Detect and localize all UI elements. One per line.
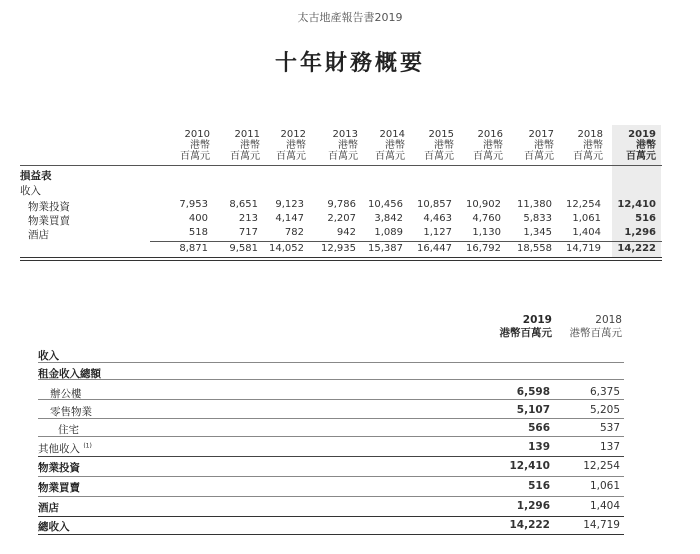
row-label: 住宅 xyxy=(58,424,79,436)
total-rule-1 xyxy=(20,257,662,258)
divider xyxy=(38,399,624,400)
cell: 18,558 xyxy=(517,243,552,254)
divider xyxy=(38,476,624,477)
value-2018: 1,404 xyxy=(589,500,620,512)
divider xyxy=(38,362,624,363)
cell: 10,902 xyxy=(466,199,501,210)
cell: 7,953 xyxy=(179,199,208,210)
cell: 782 xyxy=(284,227,304,238)
cell: 4,760 xyxy=(472,213,501,224)
year-header-2017: 2017 港幣 百萬元 xyxy=(524,129,554,162)
divider xyxy=(38,456,624,457)
cell: 213 xyxy=(238,213,258,224)
divider xyxy=(38,418,624,419)
year-header-2019: 2019 港幣 百萬元 xyxy=(626,129,656,162)
year-header-2014: 2014 港幣 百萬元 xyxy=(375,129,405,162)
row-label: 物業投資 xyxy=(28,201,70,213)
cell: 14,052 xyxy=(269,243,304,254)
divider xyxy=(38,436,624,437)
cell: 14,719 xyxy=(566,243,601,254)
subsection-revenue: 收入 xyxy=(20,185,41,197)
cell: 1,061 xyxy=(572,213,601,224)
cell: 9,123 xyxy=(275,199,304,210)
year-header-2018: 2018 港幣 百萬元 xyxy=(573,129,603,162)
cell: 12,935 xyxy=(321,243,356,254)
cell: 11,380 xyxy=(517,199,552,210)
value-2019: 12,410 xyxy=(509,460,550,472)
cell: 8,871 xyxy=(179,243,208,254)
cell: 518 xyxy=(188,227,208,238)
total-rule-2 xyxy=(20,260,662,261)
divider xyxy=(38,379,624,380)
row-label: 其他收入 $^{(1)}$ xyxy=(38,442,92,455)
report-header: 太古地產報告書2019 xyxy=(297,11,403,24)
value-2019: 14,222 xyxy=(509,519,550,531)
cell: 9,786 xyxy=(327,199,356,210)
value-2019: 1,296 xyxy=(516,500,550,512)
column-header-2019: 2019 港幣百萬元 xyxy=(499,314,552,339)
row-label: 酒店 xyxy=(38,502,59,514)
section-income-statement: 損益表 xyxy=(20,170,52,182)
value-2019: 139 xyxy=(528,441,550,453)
column-header-2018: 2018 港幣百萬元 xyxy=(569,314,622,339)
year-header-2012: 2012 港幣 百萬元 xyxy=(276,129,306,162)
row-label: 物業買賣 xyxy=(28,215,70,227)
divider xyxy=(38,496,624,497)
row-label: 物業買賣 xyxy=(38,482,80,494)
cell: 12,254 xyxy=(566,199,601,210)
cell: 1,127 xyxy=(423,227,452,238)
cell: 4,463 xyxy=(423,213,452,224)
value-2018: 14,719 xyxy=(583,519,620,531)
value-2019: 566 xyxy=(528,422,550,434)
cell: 8,651 xyxy=(229,199,258,210)
cell: 516 xyxy=(635,213,656,224)
value-2019: 6,598 xyxy=(516,386,550,398)
cell: 1,130 xyxy=(472,227,501,238)
year-header-2011: 2011 港幣 百萬元 xyxy=(230,129,260,162)
cell: 3,842 xyxy=(374,213,403,224)
value-2018: 6,375 xyxy=(589,386,620,398)
year-header-2016: 2016 港幣 百萬元 xyxy=(473,129,503,162)
row-label: 辦公樓 xyxy=(50,388,82,400)
year-header-2015: 2015 港幣 百萬元 xyxy=(424,129,454,162)
cell: 12,410 xyxy=(617,199,656,210)
row-label-revenue: 收入 xyxy=(38,350,59,362)
cell: 16,447 xyxy=(417,243,452,254)
cell: 1,296 xyxy=(624,227,656,238)
value-2018: 137 xyxy=(599,441,620,453)
value-2018: 12,254 xyxy=(583,460,620,472)
cell: 10,857 xyxy=(417,199,452,210)
value-2018: 537 xyxy=(599,422,620,434)
row-label: 酒店 xyxy=(28,229,49,241)
cell: 9,581 xyxy=(229,243,258,254)
cell: 1,345 xyxy=(523,227,552,238)
row-label: 零售物業 xyxy=(50,406,92,418)
cell: 14,222 xyxy=(617,243,656,254)
row-label: 總收入 xyxy=(38,521,70,533)
value-2018: 5,205 xyxy=(589,404,620,416)
cell: 2,207 xyxy=(327,213,356,224)
cell: 10,456 xyxy=(368,199,403,210)
divider xyxy=(38,534,624,535)
cell: 4,147 xyxy=(275,213,304,224)
cell: 5,833 xyxy=(523,213,552,224)
header-rule xyxy=(20,165,662,166)
cell: 16,792 xyxy=(466,243,501,254)
cell: 400 xyxy=(188,213,208,224)
year-header-2013: 2013 港幣 百萬元 xyxy=(328,129,358,162)
row-label-gross-rental: 租金收入總額 xyxy=(38,368,101,380)
year-header-2010: 2010 港幣 百萬元 xyxy=(180,129,210,162)
value-2018: 1,061 xyxy=(589,480,620,492)
cell: 1,404 xyxy=(572,227,601,238)
cell: 717 xyxy=(238,227,258,238)
cell: 15,387 xyxy=(368,243,403,254)
cell: 1,089 xyxy=(374,227,403,238)
page-title: 十年財務概要 xyxy=(274,51,425,76)
cell: 942 xyxy=(336,227,356,238)
divider xyxy=(38,516,624,517)
row-label: 物業投資 xyxy=(38,462,80,474)
subtotal-rule xyxy=(150,241,662,242)
value-2019: 5,107 xyxy=(516,404,550,416)
value-2019: 516 xyxy=(528,480,550,492)
